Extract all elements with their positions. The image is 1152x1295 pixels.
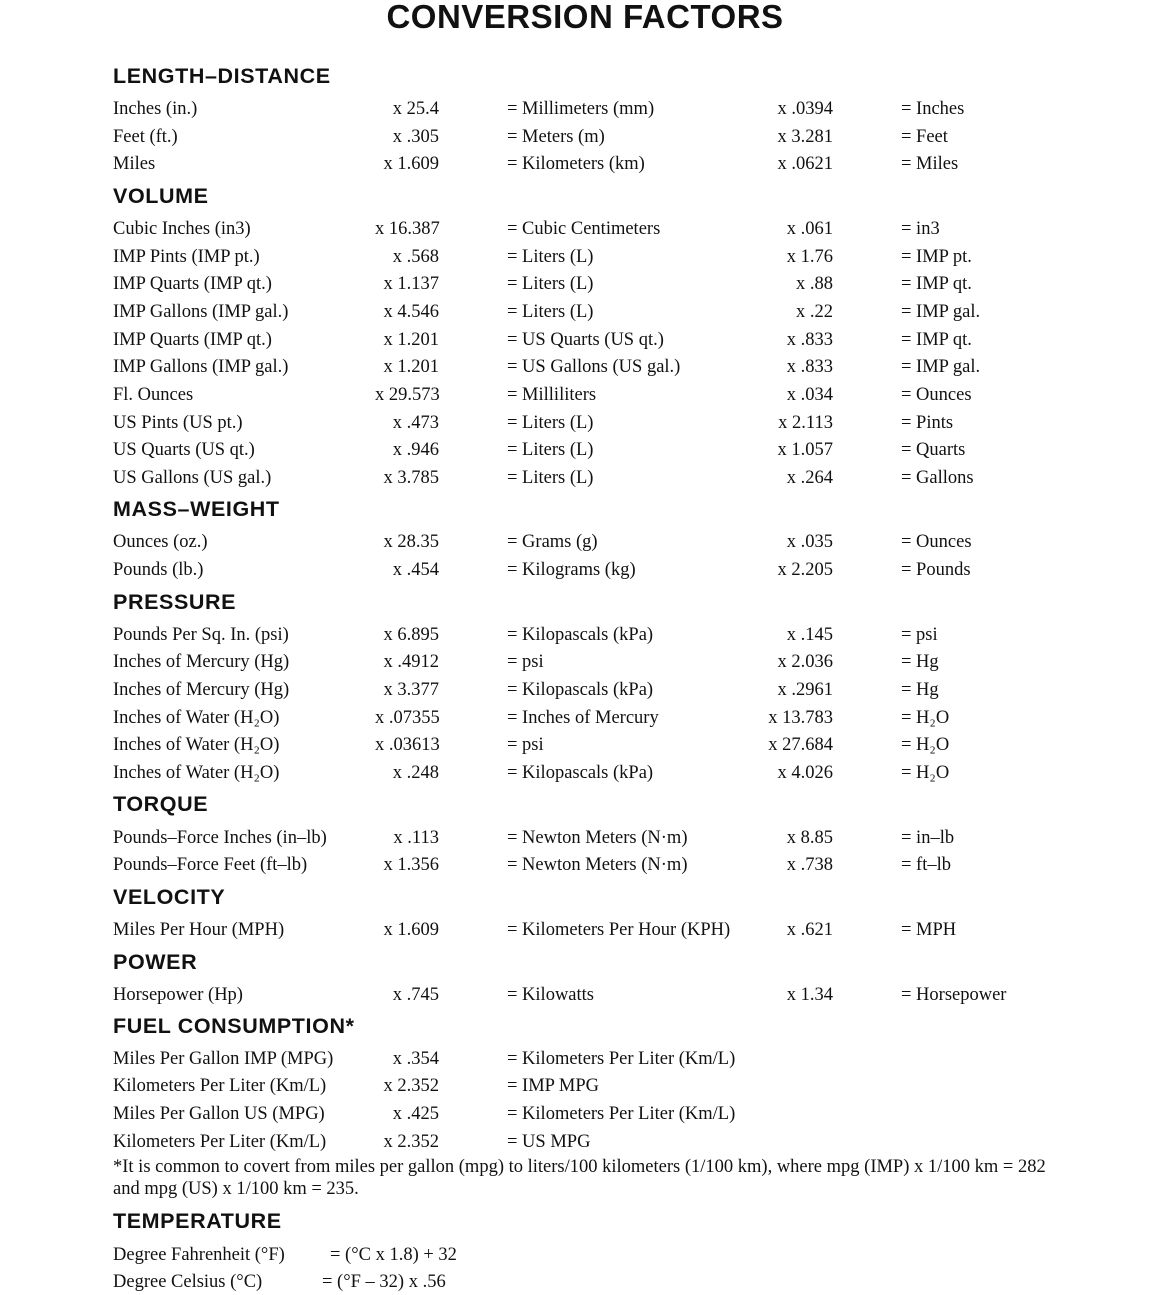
fuel-footnote: *It is common to covert from miles per gallon (mpg) to liters/100 kilometers (1/100 km), where mpg (IMP) x 1/100 km = 282 and mpg (US) x 1/100 km = 235. [113,1157,1046,1199]
from-unit: IMP Quarts (IMP qt.) [113,330,272,350]
back-unit: = Pounds [901,560,971,580]
from-unit: IMP Gallons (IMP gal.) [113,357,289,377]
multiplier: x .946 [392,440,439,460]
multiplier: x 1.609 [383,920,439,940]
from-unit: Miles Per Hour (MPH) [113,920,285,940]
reverse-multiplier: x .0394 [777,99,833,119]
multiplier: x 4.546 [383,302,439,322]
reverse-multiplier: x 3.281 [777,127,833,147]
from-unit: Fl. Ounces [113,385,194,405]
from-unit: Kilometers Per Liter (Km/L) [113,1132,327,1152]
to-unit: = Kilometers Per Hour (KPH) [507,920,731,940]
reverse-multiplier: x .2961 [777,680,833,700]
multiplier: x 3.377 [383,680,439,700]
multiplier: x .745 [392,985,439,1005]
to-unit: = US MPG [507,1132,591,1152]
from-unit: IMP Pints (IMP pt.) [113,247,260,267]
back-unit: = IMP pt. [901,247,972,267]
multiplier: x .454 [392,560,439,580]
multiplier: x 1.201 [383,330,439,350]
from-unit: Miles Per Gallon US (MPG) [113,1104,325,1124]
to-unit: = Milliliters [507,385,597,405]
from-unit: IMP Quarts (IMP qt.) [113,274,272,294]
multiplier: x .113 [393,828,439,848]
back-unit: = Pints [901,413,954,433]
multiplier: x 1.137 [383,274,439,294]
from-unit: Inches (in.) [113,99,198,119]
to-unit: = Liters (L) [507,413,594,433]
reverse-multiplier: x .738 [786,855,833,875]
multiplier: x 1.609 [383,154,439,174]
reverse-multiplier: x .034 [786,385,833,405]
back-unit: = Ounces [901,532,972,552]
reverse-multiplier: x 8.85 [786,828,833,848]
multiplier: x 2.352 [383,1076,439,1096]
reverse-multiplier: x 1.34 [786,985,833,1005]
back-unit: = IMP qt. [901,330,972,350]
back-unit: = IMP gal. [901,302,981,322]
page-title: CONVERSION FACTORS [386,0,784,35]
from-unit: Inches of Water (H₂O) [113,708,280,728]
to-unit: = Kilometers Per Liter (Km/L) [507,1104,736,1124]
from-unit: Pounds–Force Inches (in–lb) [113,828,327,848]
section-heading-mass: MASS–WEIGHT [113,497,280,521]
back-unit: = IMP qt. [901,274,972,294]
multiplier: x 16.387 [375,219,440,239]
to-unit: = Kilopascals (kPa) [507,763,654,783]
temperature-label: Degree Celsius (°C) [113,1272,263,1292]
multiplier: x .354 [392,1049,439,1069]
back-unit: = in–lb [901,828,955,848]
to-unit: = Kilometers (km) [507,154,645,174]
to-unit: = Cubic Centimeters [507,219,661,239]
multiplier: x 1.201 [383,357,439,377]
from-unit: Miles Per Gallon IMP (MPG) [113,1049,334,1069]
reverse-multiplier: x 2.036 [777,652,833,672]
reverse-multiplier: x .145 [786,625,833,645]
from-unit: Inches of Water (H₂O) [113,763,280,783]
reverse-multiplier: x .833 [786,357,833,377]
multiplier: x .425 [392,1104,439,1124]
reverse-multiplier: x .061 [786,219,833,239]
multiplier: x .07355 [375,708,440,728]
section-heading-temperature: TEMPERATURE [113,1209,282,1233]
from-unit: Horsepower (Hp) [113,985,243,1005]
back-unit: = ft–lb [901,855,951,875]
from-unit: Kilometers Per Liter (Km/L) [113,1076,327,1096]
to-unit: = IMP MPG [507,1076,599,1096]
reverse-multiplier: x 27.684 [768,735,833,755]
to-unit: = US Gallons (US gal.) [507,357,681,377]
back-unit: = H₂O [901,735,950,755]
back-unit: = H₂O [901,763,950,783]
from-unit: US Pints (US pt.) [113,413,243,433]
multiplier: x 2.352 [383,1132,439,1152]
section-heading-velocity: VELOCITY [113,885,226,909]
section-heading-power: POWER [113,950,198,974]
multiplier: x .248 [392,763,439,783]
reverse-multiplier: x .88 [796,274,833,294]
to-unit: = Kilopascals (kPa) [507,625,654,645]
back-unit: = H₂O [901,708,950,728]
from-unit: Miles [113,154,156,174]
back-unit: = Gallons [901,468,974,488]
multiplier: x 6.895 [383,625,439,645]
from-unit: IMP Gallons (IMP gal.) [113,302,289,322]
back-unit: = Ounces [901,385,972,405]
back-unit: = Miles [901,154,959,174]
to-unit: = Kilometers Per Liter (Km/L) [507,1049,736,1069]
back-unit: = Hg [901,652,939,672]
from-unit: Pounds–Force Feet (ft–lb) [113,855,308,875]
multiplier: x .305 [392,127,439,147]
to-unit: = Grams (g) [507,532,598,552]
reverse-multiplier: x .22 [796,302,833,322]
to-unit: = Newton Meters (N·m) [507,855,688,875]
back-unit: = Quarts [901,440,966,460]
from-unit: Inches of Mercury (Hg) [113,680,290,700]
section-heading-fuel: FUEL CONSUMPTION* [113,1014,355,1038]
from-unit: Cubic Inches (in3) [113,219,251,239]
from-unit: Ounces (oz.) [113,532,208,552]
to-unit: = Liters (L) [507,274,594,294]
section-heading-length: LENGTH–DISTANCE [113,64,331,88]
reverse-multiplier: x .833 [786,330,833,350]
back-unit: = psi [901,625,938,645]
to-unit: = Liters (L) [507,247,594,267]
from-unit: Pounds (lb.) [113,560,204,580]
multiplier: x 29.573 [375,385,440,405]
to-unit: = Meters (m) [507,127,605,147]
back-unit: = Horsepower [901,985,1007,1005]
multiplier: x .03613 [375,735,440,755]
multiplier: x 1.356 [383,855,439,875]
reverse-multiplier: x 13.783 [768,708,833,728]
section-heading-torque: TORQUE [113,792,209,816]
to-unit: = Liters (L) [507,302,594,322]
to-unit: = Kilowatts [507,985,594,1005]
back-unit: = in3 [901,219,940,239]
to-unit: = Liters (L) [507,440,594,460]
multiplier: x 25.4 [392,99,439,119]
to-unit: = Kilopascals (kPa) [507,680,654,700]
reverse-multiplier: x 1.76 [786,247,833,267]
multiplier: x 28.35 [383,532,439,552]
reverse-multiplier: x 2.113 [778,413,833,433]
back-unit: = IMP gal. [901,357,981,377]
to-unit: = Millimeters (mm) [507,99,655,119]
back-unit: = Feet [901,127,948,147]
to-unit: = psi [507,652,544,672]
back-unit: = MPH [901,920,957,940]
multiplier: x .4912 [383,652,439,672]
temperature-label: Degree Fahrenheit (°F) [113,1245,285,1265]
reverse-multiplier: x 2.205 [777,560,833,580]
multiplier: x 3.785 [383,468,439,488]
from-unit: Inches of Water (H₂O) [113,735,280,755]
reverse-multiplier: x .035 [786,532,833,552]
back-unit: = Inches [901,99,965,119]
from-unit: US Gallons (US gal.) [113,468,272,488]
multiplier: x .568 [392,247,439,267]
reverse-multiplier: x 1.057 [777,440,833,460]
to-unit: = psi [507,735,544,755]
back-unit: = Hg [901,680,939,700]
section-heading-pressure: PRESSURE [113,590,237,614]
from-unit: Feet (ft.) [113,127,178,147]
multiplier: x .473 [392,413,439,433]
temperature-formula: = (°F – 32) x .56 [322,1272,446,1292]
to-unit: = Newton Meters (N·m) [507,828,688,848]
from-unit: Inches of Mercury (Hg) [113,652,290,672]
from-unit: Pounds Per Sq. In. (psi) [113,625,289,645]
to-unit: = Kilograms (kg) [507,560,636,580]
reverse-multiplier: x .264 [786,468,833,488]
from-unit: US Quarts (US qt.) [113,440,255,460]
reverse-multiplier: x .0621 [777,154,833,174]
reverse-multiplier: x 4.026 [777,763,833,783]
reverse-multiplier: x .621 [786,920,833,940]
section-heading-volume: VOLUME [113,184,209,208]
to-unit: = Inches of Mercury [507,708,659,728]
temperature-formula: = (°C x 1.8) + 32 [330,1245,457,1265]
to-unit: = Liters (L) [507,468,594,488]
to-unit: = US Quarts (US qt.) [507,330,664,350]
